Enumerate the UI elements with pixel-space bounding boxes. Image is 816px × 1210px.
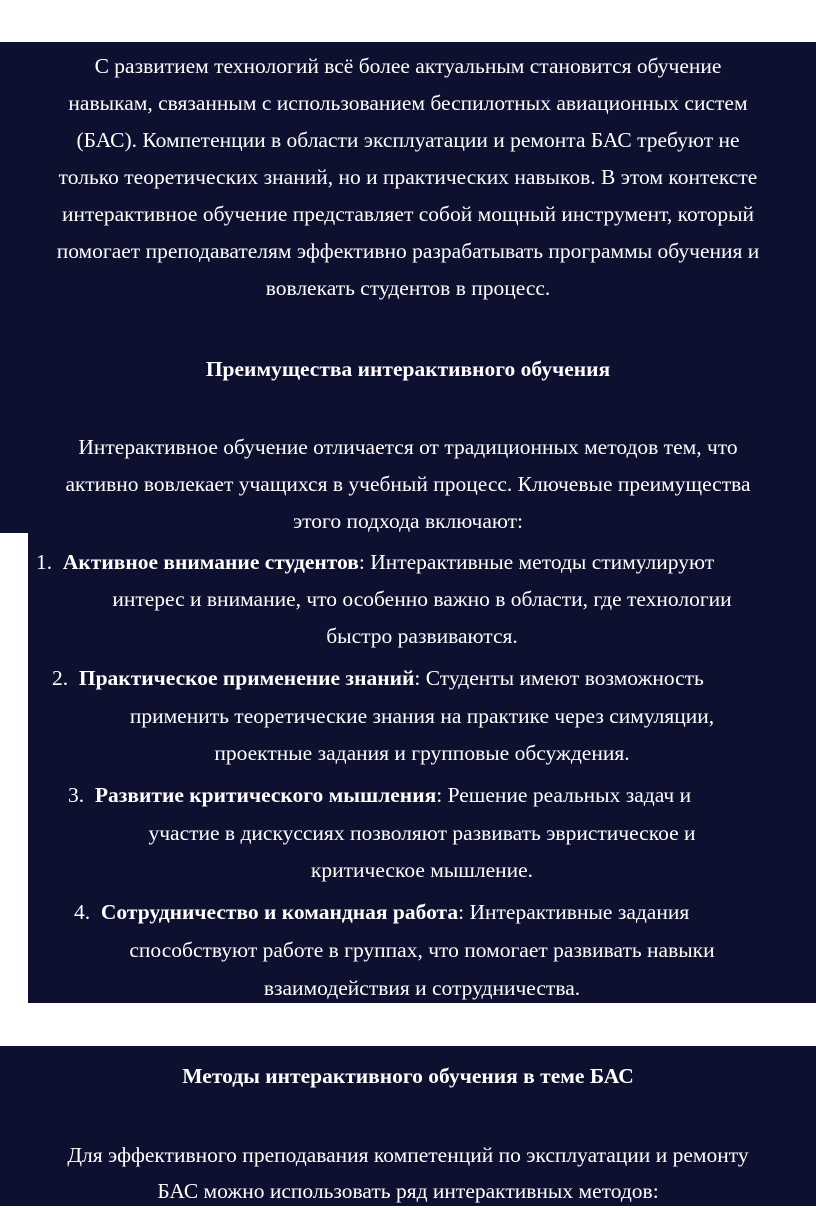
list-item-number: 4. xyxy=(74,900,91,924)
list-item-first-line xyxy=(74,894,689,931)
intro-line: вовлекать студентов в процесс. xyxy=(265,276,551,300)
intro-line: навыкам, связанным с использованием беспилотных авиационных систем xyxy=(68,91,748,115)
list-item-number: 3. xyxy=(68,783,85,807)
advantages-intro-line: активно вовлекает учащихся в учебный процесс. Ключевые преимущества xyxy=(65,472,751,496)
list-item-line: участие в дискуссиях позволяют развивать эвристическое и xyxy=(148,821,696,845)
methods-line: БАС можно использовать ряд интерактивных методов: xyxy=(157,1179,659,1203)
list-item-first-line xyxy=(36,544,714,581)
list-item-title: Сотрудничество и командная работа xyxy=(100,900,459,924)
list-item-line: взаимодействия и сотрудничества. xyxy=(263,976,581,1000)
list-item-number: 1. xyxy=(36,550,53,574)
intro-line: (БАС). Компетенции в области эксплуатации и ремонта БАС требуют не xyxy=(76,128,740,152)
advantages-intro-line: этого подхода включают: xyxy=(292,509,524,533)
list-item-first-line xyxy=(68,777,691,814)
list-item-line: проектные задания и групповые обсуждения. xyxy=(214,741,630,765)
list-item-text: : Решение реальных задач и xyxy=(436,783,692,807)
intro-line: помогает преподавателям эффективно разрабатывать программы обучения и xyxy=(56,239,760,263)
list-item-line: интерес и внимание, что особенно важно в области, где технологии xyxy=(112,587,732,611)
advantages-intro-line: Интерактивное обучение отличается от традиционных методов тем, что xyxy=(78,435,738,459)
list-item-number: 2. xyxy=(52,666,69,690)
list-item-title: Практическое применение знаний xyxy=(78,666,415,690)
intro-line: только теоретических знаний, но и практических навыков. В этом контексте xyxy=(58,165,758,189)
list-item-line: применить теоретические знания на практике через симуляции, xyxy=(129,704,715,728)
list-item-text: : Интерактивные методы стимулируют xyxy=(358,550,715,574)
list-item-text: : Студенты имеют возможность xyxy=(414,666,704,690)
advantages-heading: Преимущества интерактивного обучения xyxy=(205,357,611,381)
list-item-line: критическое мышление. xyxy=(310,858,534,882)
list-item-first-line xyxy=(52,660,704,697)
list-item-title: Развитие критического мышления xyxy=(94,783,437,807)
list-item-text: : Интерактивные задания xyxy=(458,900,690,924)
list-item-line: способствуют работе в группах, что помогает развивать навыки xyxy=(129,938,715,962)
intro-line: интерактивное обучение представляет собой мощный инструмент, который xyxy=(61,202,755,226)
methods-line: Для эффективного преподавания компетенций по эксплуатации и ремонту xyxy=(67,1143,749,1167)
methods-heading: Методы интерактивного обучения в теме БАС xyxy=(182,1064,634,1088)
intro-line: С развитием технологий всё более актуальным становится обучение xyxy=(94,54,722,78)
list-item-line: быстро развиваются. xyxy=(326,624,518,648)
list-item-title: Активное внимание студентов xyxy=(62,550,359,574)
